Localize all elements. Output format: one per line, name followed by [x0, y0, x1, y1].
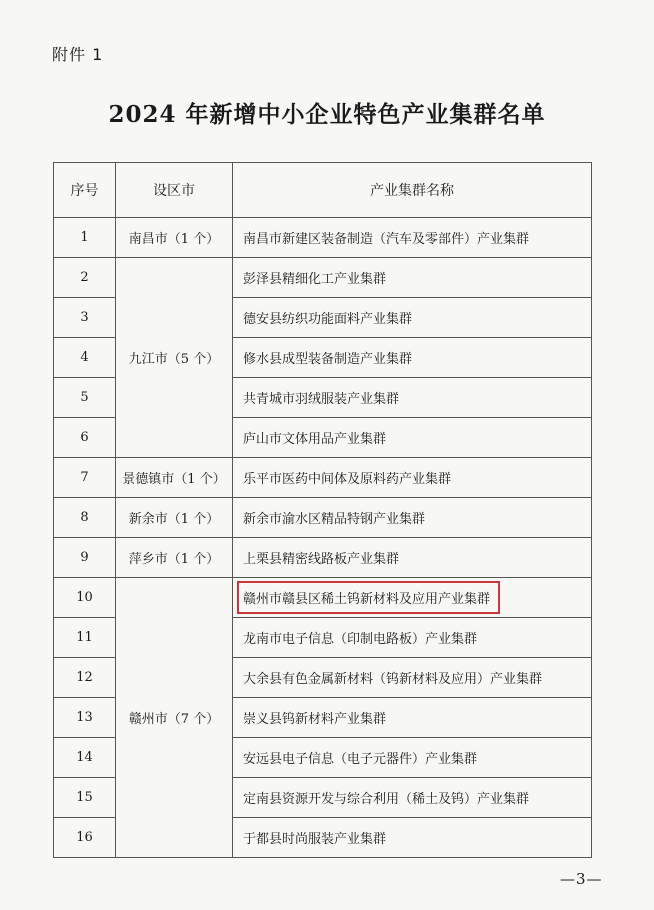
document-title: 2024 年新增中小企业特色产业集群名单: [108, 101, 546, 128]
row-number: 1: [54, 218, 116, 258]
table-row: [54, 218, 592, 258]
row-number: 2: [54, 258, 116, 298]
cluster-name: 大余县有色金属新材料（钨新材料及应用）产业集群: [233, 658, 592, 698]
cluster-name: 共青城市羽绒服装产业集群: [233, 378, 592, 418]
cluster-name: 于都县时尚服装产业集群: [233, 818, 592, 858]
cluster-name: 德安县纺织功能面料产业集群: [233, 298, 592, 338]
attachment-label: 附件 1: [52, 45, 104, 64]
table-row: [54, 578, 592, 618]
row-number: 4: [54, 338, 116, 378]
table-row: [54, 498, 592, 538]
city-cell: 南昌市（1 个）: [116, 218, 233, 258]
city-cell: 九江市（5 个）: [116, 258, 233, 458]
city-cell: 新余市（1 个）: [116, 498, 233, 538]
row-number: 9: [54, 538, 116, 578]
cluster-name: 龙南市电子信息（印制电路板）产业集群: [233, 618, 592, 658]
row-number: 8: [54, 498, 116, 538]
highlight-box: [237, 581, 500, 614]
city-cell: 赣州市（7 个）: [116, 578, 233, 858]
header-city: 设区市: [116, 163, 233, 218]
city-cell: 萍乡市（1 个）: [116, 538, 233, 578]
cluster-name: 上栗县精密线路板产业集群: [233, 538, 592, 578]
cluster-name: 南昌市新建区装备制造（汽车及零部件）产业集群: [233, 218, 592, 258]
table-header-row: [54, 163, 592, 218]
page-number: —3—: [560, 870, 603, 888]
row-number: 10: [54, 578, 116, 618]
header-no: 序号: [54, 163, 116, 218]
cluster-name: 修水县成型装备制造产业集群: [233, 338, 592, 378]
header-name: 产业集群名称: [233, 163, 592, 218]
cluster-name: 新余市渝水区精品特钢产业集群: [233, 498, 592, 538]
row-number: 5: [54, 378, 116, 418]
cluster-name: 彭泽县精细化工产业集群: [233, 258, 592, 298]
table-row: [54, 538, 592, 578]
row-number: 16: [54, 818, 116, 858]
row-number: 13: [54, 698, 116, 738]
cluster-name: 赣州市赣县区稀土钨新材料及应用产业集群: [243, 592, 491, 607]
table-row: [54, 458, 592, 498]
cluster-name: 安远县电子信息（电子元器件）产业集群: [233, 738, 592, 778]
table-row: [54, 258, 592, 298]
row-number: 3: [54, 298, 116, 338]
row-number: 14: [54, 738, 116, 778]
cluster-name: 崇义县钨新材料产业集群: [233, 698, 592, 738]
row-number: 7: [54, 458, 116, 498]
cluster-name-cell: [233, 578, 592, 618]
row-number: 12: [54, 658, 116, 698]
row-number: 15: [54, 778, 116, 818]
row-number: 11: [54, 618, 116, 658]
row-number: 6: [54, 418, 116, 458]
cluster-table: [53, 162, 592, 858]
cluster-name: 乐平市医药中间体及原料药产业集群: [233, 458, 592, 498]
cluster-name: 定南县资源开发与综合利用（稀土及钨）产业集群: [233, 778, 592, 818]
city-cell: 景德镇市（1 个）: [116, 458, 233, 498]
cluster-name: 庐山市文体用品产业集群: [233, 418, 592, 458]
